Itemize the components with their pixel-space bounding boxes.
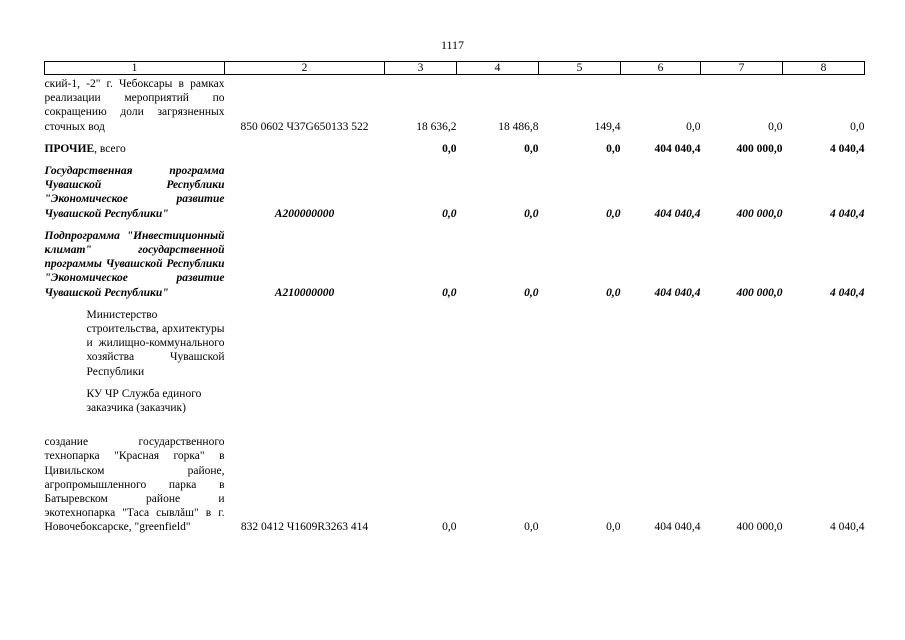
row-value: 0,0	[686, 120, 701, 133]
column-header: 5	[539, 62, 621, 75]
column-header: 7	[701, 62, 783, 75]
row-value: 0,0	[524, 142, 539, 155]
row-name: создание государственного технопарка "Красная горка" в Цивильском районе, агропромышленного парка в Батыревском районе и экотехнопарка "Таса сывлăш" в г. Новочебоксарске, "greenfield"	[44, 436, 225, 534]
row-value: 404 040,4	[654, 207, 701, 220]
row-empty	[225, 387, 865, 423]
row-name-rest: , всего	[94, 142, 126, 155]
row-name: Подпрограмма "Инвестиционный климат" государственной программы Чувашской Республики "Экономическое развитие Чувашской Республики"	[44, 229, 225, 299]
row-value: 0,0	[524, 286, 539, 299]
row-code	[225, 142, 385, 164]
page-number: 1117	[440, 38, 465, 52]
row-value: 0,0	[442, 207, 457, 220]
row-code: А200000000	[274, 207, 335, 220]
row-value: 0,0	[606, 521, 621, 534]
column-header: 2	[225, 62, 385, 75]
row-value: 0,0	[442, 142, 457, 155]
row-value: 400 000,0	[736, 142, 783, 155]
table-row-ministry	[45, 308, 865, 387]
row-value: 149,4	[594, 120, 621, 133]
row-name-bold: ПРОЧИЕ	[44, 142, 95, 155]
column-header: 6	[621, 62, 701, 75]
column-header: 3	[385, 62, 457, 75]
row-value: 4 040,4	[830, 286, 865, 299]
row-value: 4 040,4	[830, 207, 865, 220]
row-value: 404 040,4	[654, 521, 701, 534]
row-value: 0,0	[524, 207, 539, 220]
row-value: 404 040,4	[654, 286, 701, 299]
table-row-subprogram	[45, 229, 865, 308]
table-row-customer	[45, 387, 865, 423]
row-empty	[225, 308, 865, 387]
table-row	[45, 423, 865, 542]
column-header: 4	[457, 62, 539, 75]
row-name: Министерство строительства, архитектуры и жилищно-коммунального хозяйства Чувашской Республики	[86, 308, 225, 378]
row-value: 0,0	[524, 521, 539, 534]
row-value: 0,0	[850, 120, 865, 133]
budget-table	[44, 61, 865, 543]
row-code: 850 0602 Ч37G650133 522	[240, 120, 369, 133]
row-value: 400 000,0	[736, 286, 783, 299]
table-row-total	[45, 142, 865, 164]
row-value: 0,0	[768, 120, 783, 133]
column-header: 8	[783, 62, 865, 75]
row-value: 400 000,0	[736, 521, 783, 534]
column-number-header-row	[45, 62, 865, 75]
row-value: 0,0	[606, 286, 621, 299]
row-value: 4 040,4	[830, 142, 865, 155]
row-code: А210000000	[274, 286, 335, 299]
column-header: 1	[45, 62, 225, 75]
table-row	[45, 75, 865, 142]
row-code: 832 0412 Ч1609R3263 414	[240, 521, 369, 534]
table-row-program	[45, 164, 865, 229]
row-value: 400 000,0	[736, 207, 783, 220]
row-name: ский-1, -2" г. Чебоксары в рамках реализации мероприятий по сокращению доли загрязненных сточных вод	[44, 78, 225, 133]
row-name: КУ ЧР Служба единого заказчика (заказчик)	[86, 387, 202, 415]
row-value: 4 040,4	[830, 521, 865, 534]
row-name: Государственная программа Чувашской Республики "Экономическое развитие Чувашской Республики"	[44, 165, 225, 220]
row-value: 18 486,8	[498, 120, 539, 133]
row-value: 0,0	[442, 521, 457, 534]
row-name	[45, 142, 225, 164]
row-value: 0,0	[606, 207, 621, 220]
row-value: 18 636,2	[416, 120, 457, 133]
row-value: 0,0	[442, 286, 457, 299]
row-value: 0,0	[606, 142, 621, 155]
row-value: 404 040,4	[654, 142, 701, 155]
